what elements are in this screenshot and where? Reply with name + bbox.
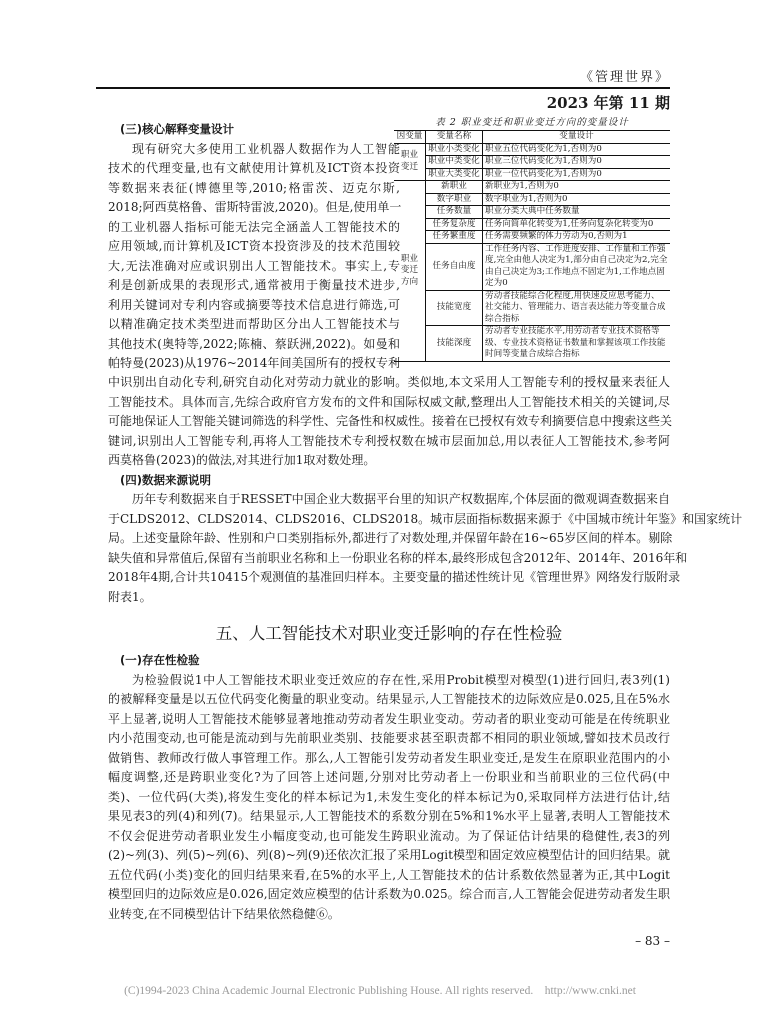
- text-line: 西莫格鲁(2023)的做法,对其进行加1取对数处理。: [108, 453, 376, 467]
- table-header-row: [394, 131, 670, 144]
- variable-design-cell: 数字职业为1,否则为0: [483, 193, 671, 206]
- variable-name-cell: 职业小类变化: [426, 143, 483, 156]
- text-line: 于CLDS2012、CLDS2014、CLDS2016、CLDS2018。城市层面指标数据来源于《中国城市统计年鉴》和国家统计: [108, 511, 743, 526]
- issue-label: 2023 年第 11 期: [546, 94, 670, 112]
- text-line: 幅度调整,还是跨职业变化?为了回答上述问题,分别对比劳动者上一份职业和当前职业的三位代码(中: [108, 770, 670, 784]
- text-line: 利用关键词对专利内容或摘要等技术信息进行筛选,可: [108, 297, 400, 312]
- text-line: 果见表3的列(4)和列(7)。结果显示,人工智能技术的系数分别在5%和1%水平上显著,表明人工智能技术: [108, 809, 670, 823]
- header-variable-design: 变量设计: [483, 131, 671, 144]
- text-line: 2018;阿西莫格鲁、雷斯特雷波,2020)。但是,使用单一: [108, 200, 402, 214]
- text-line: 键词,识别出人工智能专利,再将人工智能技术专利授权数在城市层面加总,用以表征人工智能技术,参考阿: [108, 433, 670, 448]
- variable-name-cell: 职业中类变化: [426, 156, 483, 169]
- text-line: 附表1。: [108, 589, 152, 604]
- variable-name-cell: 任务数量: [426, 206, 483, 219]
- text-line: 应用领域,而计算机及ICT资本投资涉及的技术范围较: [108, 239, 400, 253]
- body-text-1: [108, 373, 743, 607]
- variable-name-cell: 新职业: [426, 181, 483, 194]
- text-line: 的被解释变量是以五位代码变化衡量的职业变动。结果显示,人工智能技术的边际效应是0.025,且在5%水: [108, 692, 670, 706]
- text-line: 的工业机器人指标可能无法完全涵盖人工智能技术的: [108, 219, 400, 234]
- text-line: 其他技术(奥特等,2022;陈楠、蔡跃洲,2022)。如曼和: [108, 336, 400, 351]
- table-row: [394, 326, 670, 362]
- variable-name-cell: 数字职业: [426, 193, 483, 206]
- subsection-heading: (三)核心解释变量设计: [120, 122, 235, 136]
- text-line: 中识别出自动化专利,研究自动化对劳动力就业的影响。类似地,本文采用人工智能专利的授权量来表征人: [108, 375, 670, 389]
- variable-design-cell: 职业分类大典中任务数量: [483, 206, 671, 219]
- table-title: 表 2 职业变迁和职业变迁方向的变量设计: [435, 117, 629, 128]
- variable-design-cell: 职业五位代码变化为1,否则为0: [483, 143, 671, 156]
- left-column-text: [108, 120, 400, 374]
- subsection-heading: (一)存在性检验: [120, 653, 200, 667]
- text-line: 大,无法准确对应或识别出人工智能技术。事实上,专: [108, 258, 400, 273]
- text-line: 工智能技术。具体而言,先综合政府官方发布的文件和国际权威文献,整理出人工智能技术相关的关键词,尽: [108, 394, 670, 409]
- variable-design-cell: 劳动者技能综合化程度,用快速反应思考能力、社交能力、管理能力、语言表达能力等变量合成综合指标: [483, 290, 671, 326]
- copyright-footer: (C)1994-2023 China Academic Journal Electronic Publishing House. All rights reserved. http://www.cnki.net: [124, 985, 636, 997]
- header-rule: [96, 87, 670, 89]
- text-line: 五位代码(小类)变化的回归结果来看,在5%的水平上,人工智能技术的估计系数依然显著为正,其中Logit: [108, 867, 670, 882]
- variable-name-cell: 职业大类变化: [426, 168, 483, 181]
- table-row: [394, 231, 670, 244]
- table-row: [394, 143, 670, 156]
- dependent-variable-group: 职业 变迁 方向: [394, 181, 426, 362]
- text-line: 历年专利数据来自于RESSET中国企业大数据平台里的知识产权数据库,个体层面的微观调查数据来自: [132, 492, 670, 506]
- text-line: 内小范围变动,也可能是流动到与先前职业类别、技能要求甚至职责都不相同的职业领域,譬如技术员改行: [108, 731, 670, 745]
- section-title: 五、人工智能技术对职业变迁影响的存在性检验: [215, 624, 563, 643]
- table-2: [394, 116, 670, 362]
- header-dependent-variable: 因变量: [394, 131, 426, 144]
- subsection-heading: (四)数据来源说明: [120, 472, 212, 487]
- variable-design-cell: 劳动者专业技能水平,用劳动者专业技术资格等级、专业技术资格证书数量和掌握该项工作技能时间等变量合成综合指标: [485, 326, 666, 359]
- text-line: 做销售、教师改行做人事管理工作。那么,人工智能引发劳动者发生职业变迁,是发生在原职业范围内的小: [108, 750, 670, 765]
- variable-design-cell: 职业三位代码变化为1,否则为0: [483, 156, 671, 169]
- table-row: [394, 193, 670, 206]
- text-line: 可能地保证人工智能关键词筛选的科学性、完备性和权威性。接着在已授权有效专利摘要信息中搜索这些关: [108, 414, 673, 428]
- text-line: 等数据来表征(博德里等,2010;格雷茨、迈克尔斯,: [108, 180, 400, 195]
- text-line: 现有研究大多使用工业机器人数据作为人工智能: [132, 141, 400, 156]
- header-variable-name: 变量名称: [426, 131, 483, 144]
- page-number: – 83 –: [635, 934, 670, 948]
- text-line: 模型回归的边际效应是0.026,固定效应模型的估计系数为0.025。综合而言,人工智能会促进劳动者发生职: [108, 887, 670, 901]
- variable-name-cell: 任务复杂度: [426, 218, 483, 231]
- variable-name-cell: 任务繁重度: [426, 231, 483, 244]
- variable-name-cell: 任务自由度: [426, 243, 483, 290]
- variable-name-cell: 技能深度: [426, 326, 483, 362]
- variable-design-table: [394, 130, 670, 362]
- text-line: 局。上述变量除年龄、性别和户口类别指标外,都进行了对数处理,并保留年龄在16~65岁区间的样本。剔除: [108, 531, 673, 545]
- variable-design-cell: 职业一位代码变化为1,否则为0: [483, 168, 671, 181]
- text-line: 为检验假说1中人工智能技术职业变迁效应的存在性,采用Probit模型对模型(1)进行回归,表3列(1): [132, 672, 670, 687]
- text-line: (2)~列(3)、列(5)~列(6)、列(8)~列(9)还依次汇报了采用Logit模型和固定效应模型估计的回归结果。就: [108, 848, 670, 862]
- table-row: [394, 156, 670, 169]
- text-line: 不仅会促进劳动者职业发生小幅度变动,也可能发生跨职业流动。为了保证估计结果的稳健性,表3的列: [108, 828, 670, 843]
- dependent-variable-group: 职业 变迁: [394, 143, 426, 181]
- text-line: 平上显著,说明人工智能技术能够显著地推动劳动者发生职业变动。劳动者的职业变动可能是在传统职业: [108, 711, 670, 726]
- text-line: 缺失值和异常值后,保留有当前职业名称和上一份职业名称的样本,最终形成包含2012年、2014年、2016年和: [108, 550, 688, 565]
- table-row: [394, 218, 670, 231]
- variable-design-cell: 任务向简单化转变为1,任务向复杂化转变为0: [483, 218, 671, 231]
- journal-name: 《管理世界》: [579, 70, 670, 85]
- text-line: 类)、一位代码(大类),将发生变化的样本标记为1,未发生变化的样本标记为0,采取同样方法进行估计,结: [108, 789, 670, 804]
- variable-design-cell: 工作任务内容、工作进度安排、工作量和工作强度,完全由他人决定为1,部分由自己决定为2,完全由自己决定为3;工作地点不固定为1,工作地点固定为0: [483, 243, 671, 290]
- text-line: 利是创新成果的表现形式,通常被用于衡量技术进步,: [108, 278, 400, 292]
- table-row: [394, 168, 670, 181]
- text-line: 技术的代理变量,也有文献使用计算机及ICT资本投资: [108, 161, 400, 175]
- table-row: [394, 243, 670, 290]
- table-row: [394, 290, 670, 326]
- text-line: 以精准确定技术类型进而帮助区分出人工智能技术与: [108, 317, 400, 331]
- variable-design-cell: 任务需要频繁的体力劳动为0,否则为1: [483, 231, 671, 244]
- variable-design-cell: 新职业为1,否则为0: [483, 181, 671, 194]
- text-line: 2018年4期,合计共10415个观测值的基准回归样本。主要变量的描述性统计见《管理世界》网络发行版附录: [108, 570, 681, 584]
- table-row: [394, 206, 670, 219]
- variable-name-cell: 技能宽度: [426, 290, 483, 326]
- text-line: 帕特曼(2023)从1976~2014年间美国所有的授权专利: [108, 356, 400, 370]
- table-row: [394, 181, 670, 194]
- text-line: 业转变,在不同模型估计下结果依然稳健⑥。: [108, 906, 340, 921]
- body-text-2: [108, 651, 670, 924]
